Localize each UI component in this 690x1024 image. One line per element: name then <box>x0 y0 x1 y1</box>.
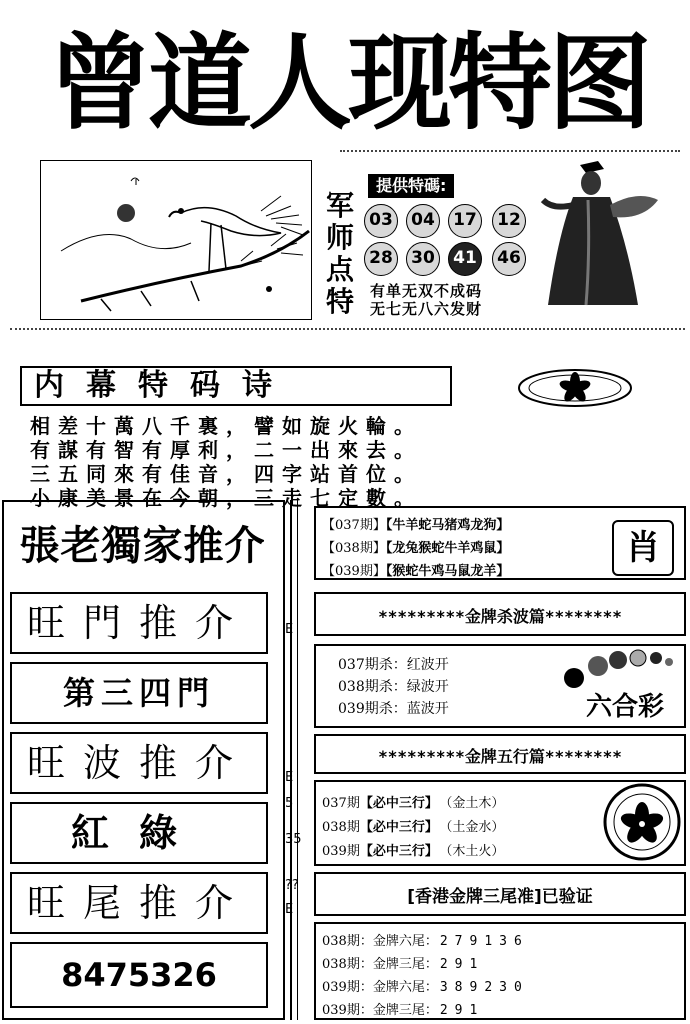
margin-mark: ?? <box>285 878 299 893</box>
number-ball: 30 <box>406 242 440 276</box>
bauhinia-logo <box>516 368 634 408</box>
lottery-logo <box>556 648 676 724</box>
number-ball: 03 <box>364 204 398 238</box>
margin-mark: 5 <box>285 796 294 811</box>
margin-mark: E <box>285 622 294 637</box>
provide-label: 提供特碼: <box>368 174 454 198</box>
column-divider <box>290 500 298 1020</box>
element-line: 038期【必中三行】 （土金水） <box>322 820 505 835</box>
tail-line: 039期：金牌六尾： 389230 <box>322 980 529 995</box>
wave-line: 039期杀：蓝波开 <box>338 701 449 717</box>
number-box: 8475326 <box>10 942 268 1008</box>
margin-mark: E <box>285 902 294 917</box>
recommend-box: 旺波推介 <box>10 732 268 794</box>
sun-icon <box>117 204 135 222</box>
wave-line: 037期杀：红波开 <box>338 657 449 673</box>
poem-title: 内幕特码诗 <box>20 366 452 406</box>
wave-line: 038期杀：绿波开 <box>338 679 449 695</box>
divider <box>10 328 685 330</box>
recommend-box: 旺尾推介 <box>10 872 268 934</box>
number-ball: 41 <box>448 242 482 276</box>
recommend-box: 紅綠 <box>10 802 268 864</box>
riddle-line: 无七无八六发财 <box>370 300 483 318</box>
zodiac-line: 【037期】【牛羊蛇马猪鸡龙狗】 <box>322 518 510 533</box>
element-line: 037期【必中三行】 （金土木） <box>322 796 505 811</box>
element-banner: *********金牌五行篇******** <box>378 747 622 766</box>
number-ball: 17 <box>448 204 482 238</box>
crane-artwork <box>40 160 312 320</box>
number-ball: 46 <box>492 242 526 276</box>
verified-banner: [香港金牌三尾准]已验证 <box>407 887 593 907</box>
number-ball: 04 <box>406 204 440 238</box>
zhang-header: 張老獨家推介 <box>19 523 266 569</box>
recommend-box: 旺門推介 <box>10 592 268 654</box>
zodiac-line: 【038期】【龙兔猴蛇牛羊鸡鼠】 <box>322 541 510 556</box>
wave-banner: *********金牌杀波篇******** <box>378 607 622 626</box>
riddle-line: 有单无双不成码 <box>370 282 483 300</box>
poem-line: 小康美景在今朝，三走七定數。 <box>30 486 422 510</box>
recommend-box: 第三四門 <box>10 662 268 724</box>
margin-mark: E <box>285 770 294 785</box>
bauhinia-emblem <box>602 782 682 862</box>
strategist-figure <box>528 155 663 315</box>
tail-line: 038期：金牌六尾： 279136 <box>322 934 529 949</box>
tail-line: 038期：金牌三尾： 291 <box>322 957 485 972</box>
element-line: 039期【必中三行】 （木土火） <box>322 844 505 859</box>
zodiac-line: 【039期】【猴蛇牛鸡马鼠龙羊】 <box>322 564 510 579</box>
divider <box>340 150 680 152</box>
zodiac-logo: 肖 <box>612 520 674 576</box>
page-title: 曾道人现特图 <box>48 22 649 144</box>
tail-line: 039期：金牌三尾： 291 <box>322 1003 485 1018</box>
margin-mark: 35 <box>285 832 302 847</box>
crane-illustration <box>41 161 311 318</box>
lottery-brand: 六合彩 <box>586 692 665 722</box>
strategist-label: 军师点特 <box>325 189 354 318</box>
lottery-balls-icon <box>556 648 676 688</box>
poem-line: 三五同來有佳音，四字站首位。 <box>30 462 422 486</box>
number-ball: 12 <box>492 204 526 238</box>
poem-line: 有謀有智有厚利，二一出來去。 <box>30 438 422 462</box>
number-ball: 28 <box>364 242 398 276</box>
poem-line: 相差十萬八千裏，譬如旋火輪。 <box>30 414 422 438</box>
